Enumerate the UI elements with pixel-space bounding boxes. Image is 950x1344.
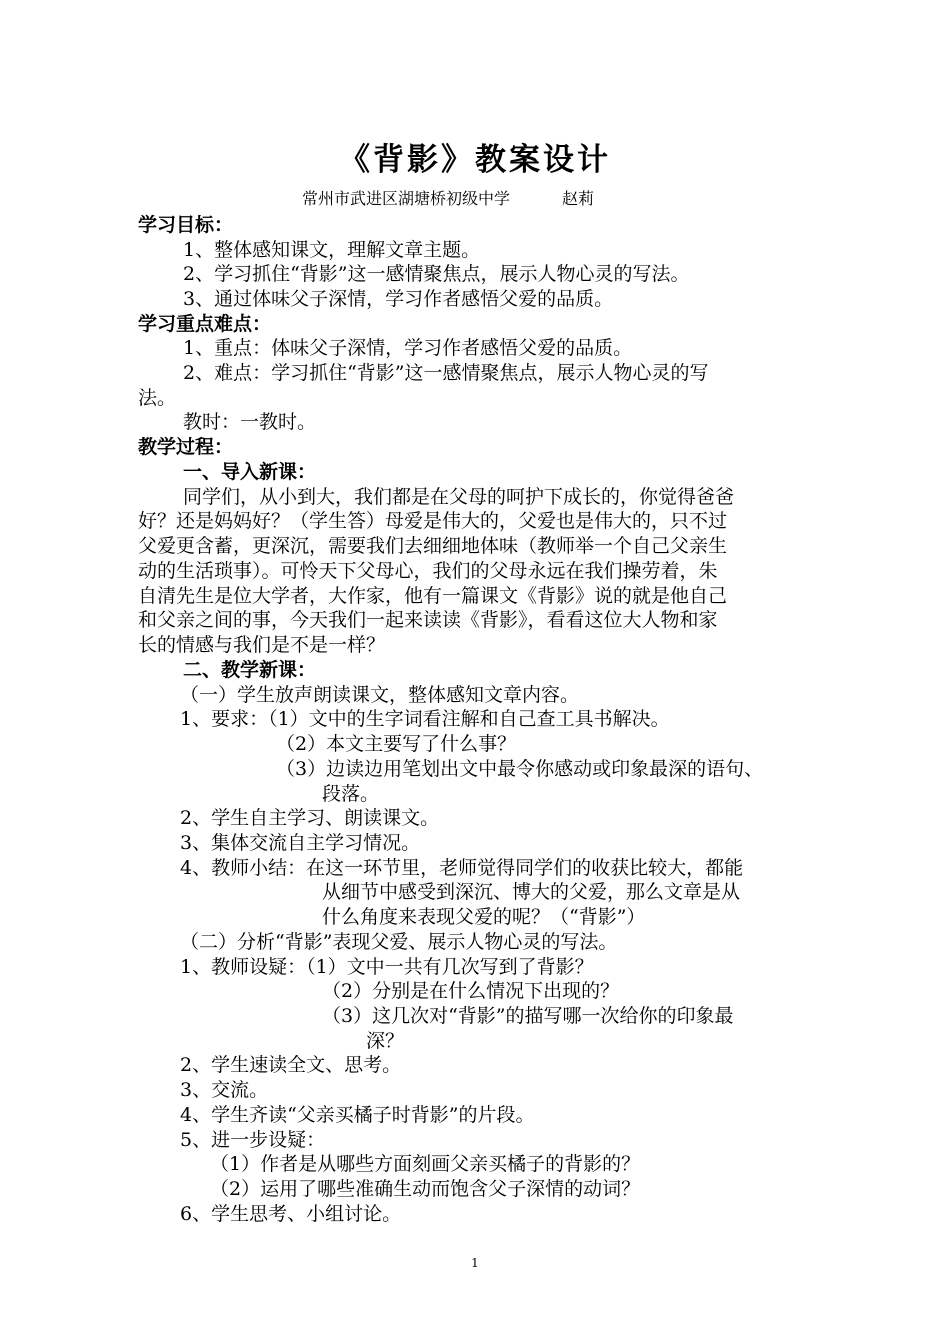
list-item: （2）分别是在什么情况下出现的？ [322,980,620,1002]
objective-item: 3、通过体味父子深情，学习作者感悟父爱的品质。 [183,288,614,310]
page-number: 1 [471,1256,479,1270]
key-point-item: 1、重点：体味父子深情，学习作者感悟父爱的品质。 [183,337,633,359]
paragraph-line: 好？还是妈妈好？（学生答）母爱是伟大的，父爱也是伟大的，只不过 [138,510,728,532]
paragraph-line: 同学们，从小到大，我们都是在父母的呵护下成长的，你觉得爸爸 [183,486,735,508]
paragraph-line: 动的生活琐事）。可怜天下父母心，我们的父母永远在我们操劳着，朱 [138,560,718,582]
list-item: 3、交流。 [180,1079,269,1101]
sub-list-item: （1）作者是从哪些方面刻画父亲买橘子的背影的？ [210,1153,641,1175]
school-name: 常州市武进区湖塘桥初级中学 [302,189,511,208]
document-title: 《背影》教案设计 [339,142,611,178]
list-item: 4、学生齐读“父亲买橘子时背影”的片段。 [180,1104,535,1126]
sub-list-item: （2）运用了哪些准确生动而饱含父子深情的动词？ [210,1178,641,1200]
objective-item: 2、学习抓住“背影”这一感情聚焦点，展示人物心灵的写法。 [183,263,690,285]
objective-item: 1、整体感知课文，理解文章主题。 [183,239,481,261]
author-name: 赵莉 [562,189,595,208]
section-heading-objectives: 学习目标： [138,214,234,236]
list-item: 4、教师小结：在这一环节里，老师觉得同学们的收获比较大，都能 [180,857,744,879]
key-point-item-continued: 法。 [138,387,177,409]
section-heading-process: 教学过程： [138,436,234,458]
list-item: （3）边读边用笔划出文中最令你感动或印象最深的语句、 [276,758,764,780]
step-heading: （一）学生放声朗读课文，整体感知文章内容。 [180,684,580,706]
list-item: 5、进一步设疑： [180,1129,326,1151]
document-subtitle [302,188,594,210]
list-item: （2）本文主要写了什么事？ [276,733,517,755]
list-item-continued: 深？ [366,1030,405,1052]
class-hours: 教时：一教时。 [183,411,317,433]
paragraph-line: 自清先生是位大学者，大作家，他有一篇课文《背影》说的就是他自己 [138,585,728,607]
list-item: 2、学生自主学习、朗读课文。 [180,807,440,829]
key-point-item: 2、难点：学习抓住“背影”这一感情聚焦点，展示人物心灵的写 [183,362,709,384]
subheading-new-lesson: 二、教学新课： [183,659,317,681]
list-item: （3）这几次对“背影”的描写哪一次给你的印象最 [322,1005,734,1027]
section-heading-key-points: 学习重点难点： [138,313,272,335]
step-heading: （二）分析“背影”表现父爱、展示人物心灵的写法。 [180,931,618,953]
list-item: 1、教师设疑：（1）文中一共有几次写到了背影？ [180,956,594,978]
list-item-continued: 什么角度来表现父爱的呢？（“背影”） [322,906,646,928]
list-item: 2、学生速读全文、思考。 [180,1054,402,1076]
list-item: 3、集体交流自主学习情况。 [180,832,421,854]
list-item-continued: 段落。 [322,783,380,805]
paragraph-line: 长的情感与我们是不是一样？ [138,634,386,656]
subheading-introduction: 一、导入新课： [183,461,317,483]
paragraph-line: 和父亲之间的事，今天我们一起来读读《背影》，看看这位大人物和家 [138,609,718,631]
list-item: 1、要求：（1）文中的生字词看注解和自己查工具书解决。 [180,708,670,730]
paragraph-line: 父爱更含蓄，更深沉，需要我们去细细地体味（教师举一个自己父亲生 [138,535,728,557]
list-item: 6、学生思考、小组讨论。 [180,1203,402,1225]
list-item-continued: 从细节中感受到深沉、博大的父爱，那么文章是从 [322,881,741,903]
